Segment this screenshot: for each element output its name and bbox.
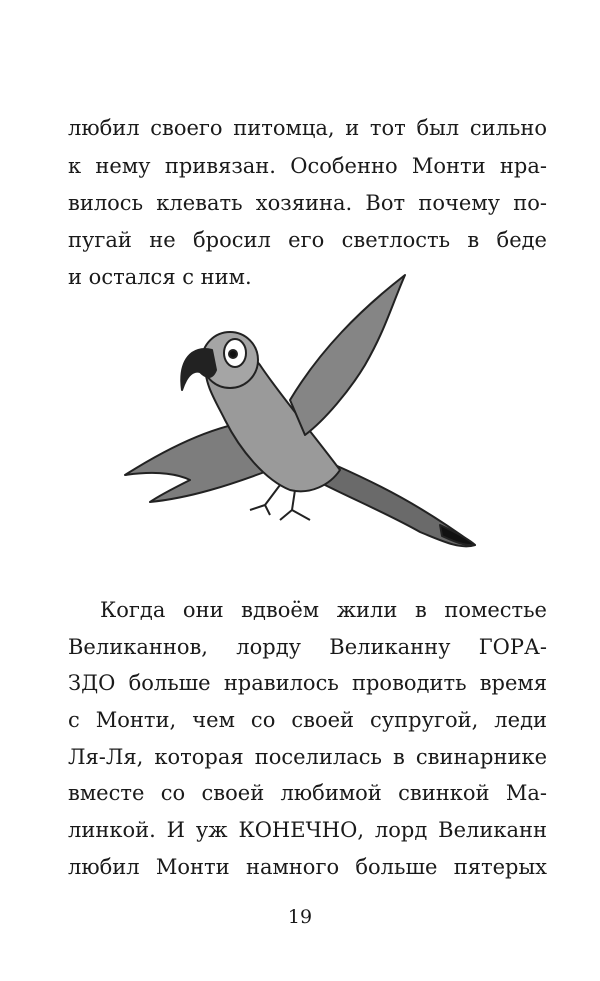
text-line: к нему привязан. Особенно Монти нра-	[68, 154, 547, 178]
text-line: пугай не бросил его светлость в беде	[68, 228, 547, 252]
text-line: любил Монти намного больше пятерых	[68, 855, 547, 879]
parrot-right-wing	[290, 275, 405, 435]
text-line: Ля-Ля, которая поселилась в свинарнике	[68, 745, 547, 769]
text-line: вилось клевать хозяина. Вот почему по-	[68, 191, 547, 215]
text-line: Великаннов, лорду Великанну ГОРА-	[68, 635, 547, 659]
text-line: с Монти, чем со своей супругой, леди	[68, 708, 547, 732]
text-line: Когда они вдвоём жили в поместье	[100, 598, 547, 622]
text-line: линкой. И уж КОНЕЧНО, лорд Великанн	[68, 818, 547, 842]
text-line: любил своего питомца, и тот был сильно	[68, 116, 547, 140]
text-line: вместе со своей любимой свинкой Ма-	[68, 781, 547, 805]
text-line: и остался с ним.	[68, 265, 252, 289]
page-number: 19	[287, 906, 313, 928]
parrot-illustration	[120, 270, 490, 560]
text-line: ЗДО больше нравилось проводить время	[68, 671, 547, 695]
